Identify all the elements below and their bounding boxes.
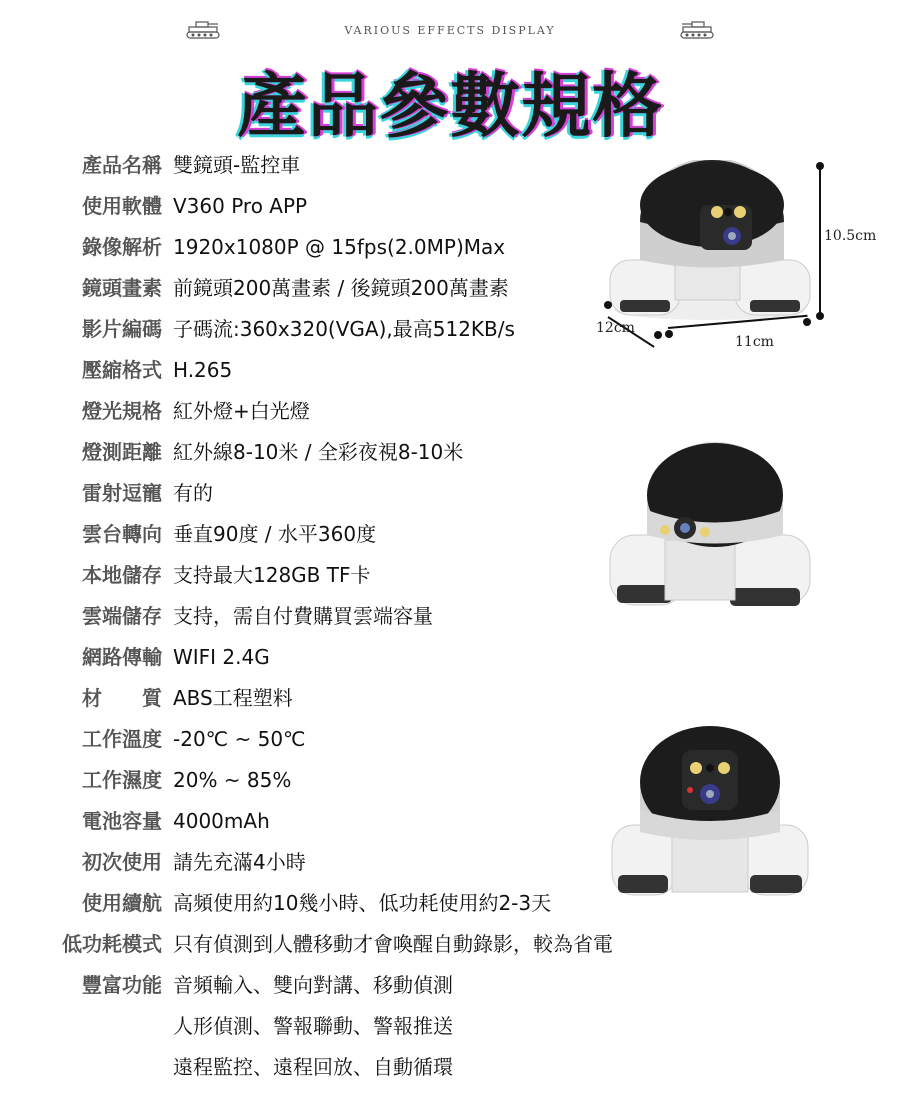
spec-value: 支持最大128GB TF卡 <box>173 563 371 587</box>
spec-label: 鏡頭畫素 <box>82 276 162 300</box>
spec-value: 支持，需自付費購買雲端容量 <box>173 604 433 628</box>
spec-label: 本地儲存 <box>82 563 162 587</box>
spec-row <box>0 970 700 1000</box>
spec-value: ABS工程塑料 <box>173 686 293 710</box>
dimension-line-height <box>819 166 821 316</box>
spec-row <box>0 273 700 303</box>
spec-value: 紅外線8-10米 / 全彩夜視8-10米 <box>173 440 464 464</box>
product-image-front <box>610 720 810 900</box>
spec-label: 工作濕度 <box>82 768 162 792</box>
spec-row <box>0 150 700 180</box>
dimension-height-label: 10.5cm <box>824 228 877 244</box>
spec-row <box>0 437 700 467</box>
header-subtitle: VARIOUS EFFECTS DISPLAY <box>344 24 556 37</box>
spec-label: 雷射逗寵 <box>82 481 162 505</box>
spec-row <box>0 314 700 344</box>
spec-row <box>0 806 700 836</box>
dimension-dot <box>803 318 811 326</box>
spec-value: -20℃ ~ 50℃ <box>173 727 306 751</box>
spec-label: 燈測距離 <box>82 440 162 464</box>
page-title: 產品參數規格 <box>237 65 663 147</box>
spec-value: 只有偵測到人體移動才會喚醒自動錄影，較為省電 <box>173 932 613 956</box>
spec-row <box>0 396 700 426</box>
product-image-front-dimensions <box>600 160 820 340</box>
spec-value: 垂直90度 / 水平360度 <box>173 522 377 546</box>
spec-label: 材 質 <box>82 686 162 710</box>
spec-row <box>0 724 700 754</box>
dimension-dot <box>604 301 612 309</box>
spec-label: 壓縮格式 <box>82 358 162 382</box>
dimension-dot <box>816 162 824 170</box>
spec-row <box>0 929 700 959</box>
spec-label: 錄像解析 <box>82 235 162 259</box>
spec-label: 初次使用 <box>82 850 162 874</box>
dimension-depth-label: 12cm <box>596 320 635 336</box>
spec-value: 高頻使用約10幾小時、低功耗使用約2-3天 <box>173 891 552 915</box>
spec-value: 請先充滿4小時 <box>173 850 306 874</box>
spec-label: 燈光規格 <box>82 399 162 423</box>
spec-value: 1920x1080P @ 15fps(2.0MP)Max <box>173 235 506 259</box>
spec-row <box>0 560 700 590</box>
spec-value: V360 Pro APP <box>173 194 308 218</box>
spec-row-continued <box>0 1011 700 1041</box>
spec-row <box>0 765 700 795</box>
dimension-dot <box>654 331 662 339</box>
spec-label: 影片編碼 <box>82 317 162 341</box>
spec-label: 工作溫度 <box>82 727 162 751</box>
spec-value: 遠程監控、遠程回放、自動循環 <box>173 1055 453 1079</box>
spec-label: 低功耗模式 <box>62 932 162 956</box>
spec-value: H.265 <box>173 358 233 382</box>
dimension-dot <box>665 330 673 338</box>
spec-row <box>0 191 700 221</box>
spec-row <box>0 232 700 262</box>
spec-row <box>0 601 700 631</box>
product-image-side <box>605 440 815 620</box>
spec-value: 有的 <box>173 481 213 505</box>
spec-value: 子碼流:360x320(VGA),最高512KB/s <box>173 317 515 341</box>
spec-row <box>0 355 700 385</box>
spec-row <box>0 847 700 877</box>
spec-label: 產品名稱 <box>82 153 162 177</box>
spec-row <box>0 478 700 508</box>
spec-value: WIFI 2.4G <box>173 645 270 669</box>
spec-label: 網路傳輸 <box>82 645 162 669</box>
spec-label: 使用軟體 <box>82 194 162 218</box>
spec-row-continued <box>0 1052 700 1082</box>
spec-value: 音頻輸入、雙向對講、移動偵測 <box>173 973 453 997</box>
spec-label: 雲端儲存 <box>82 604 162 628</box>
spec-label: 豐富功能 <box>82 973 162 997</box>
spec-row <box>0 683 700 713</box>
spec-label: 雲台轉向 <box>82 522 162 546</box>
spec-row <box>0 519 700 549</box>
spec-value: 20% ~ 85% <box>173 768 292 792</box>
dimension-dot <box>816 312 824 320</box>
spec-value: 前鏡頭200萬畫素 / 後鏡頭200萬畫素 <box>173 276 509 300</box>
spec-label: 使用續航 <box>82 891 162 915</box>
dimension-width-label: 11cm <box>735 334 774 350</box>
spec-label: 電池容量 <box>82 809 162 833</box>
spec-row <box>0 642 700 672</box>
spec-value: 4000mAh <box>173 809 270 833</box>
tank-icon <box>680 20 714 44</box>
spec-value: 雙鏡頭-監控車 <box>173 153 301 177</box>
spec-row <box>0 888 700 918</box>
spec-value: 人形偵測、警報聯動、警報推送 <box>173 1014 453 1038</box>
spec-value: 紅外燈+白光燈 <box>173 399 310 423</box>
